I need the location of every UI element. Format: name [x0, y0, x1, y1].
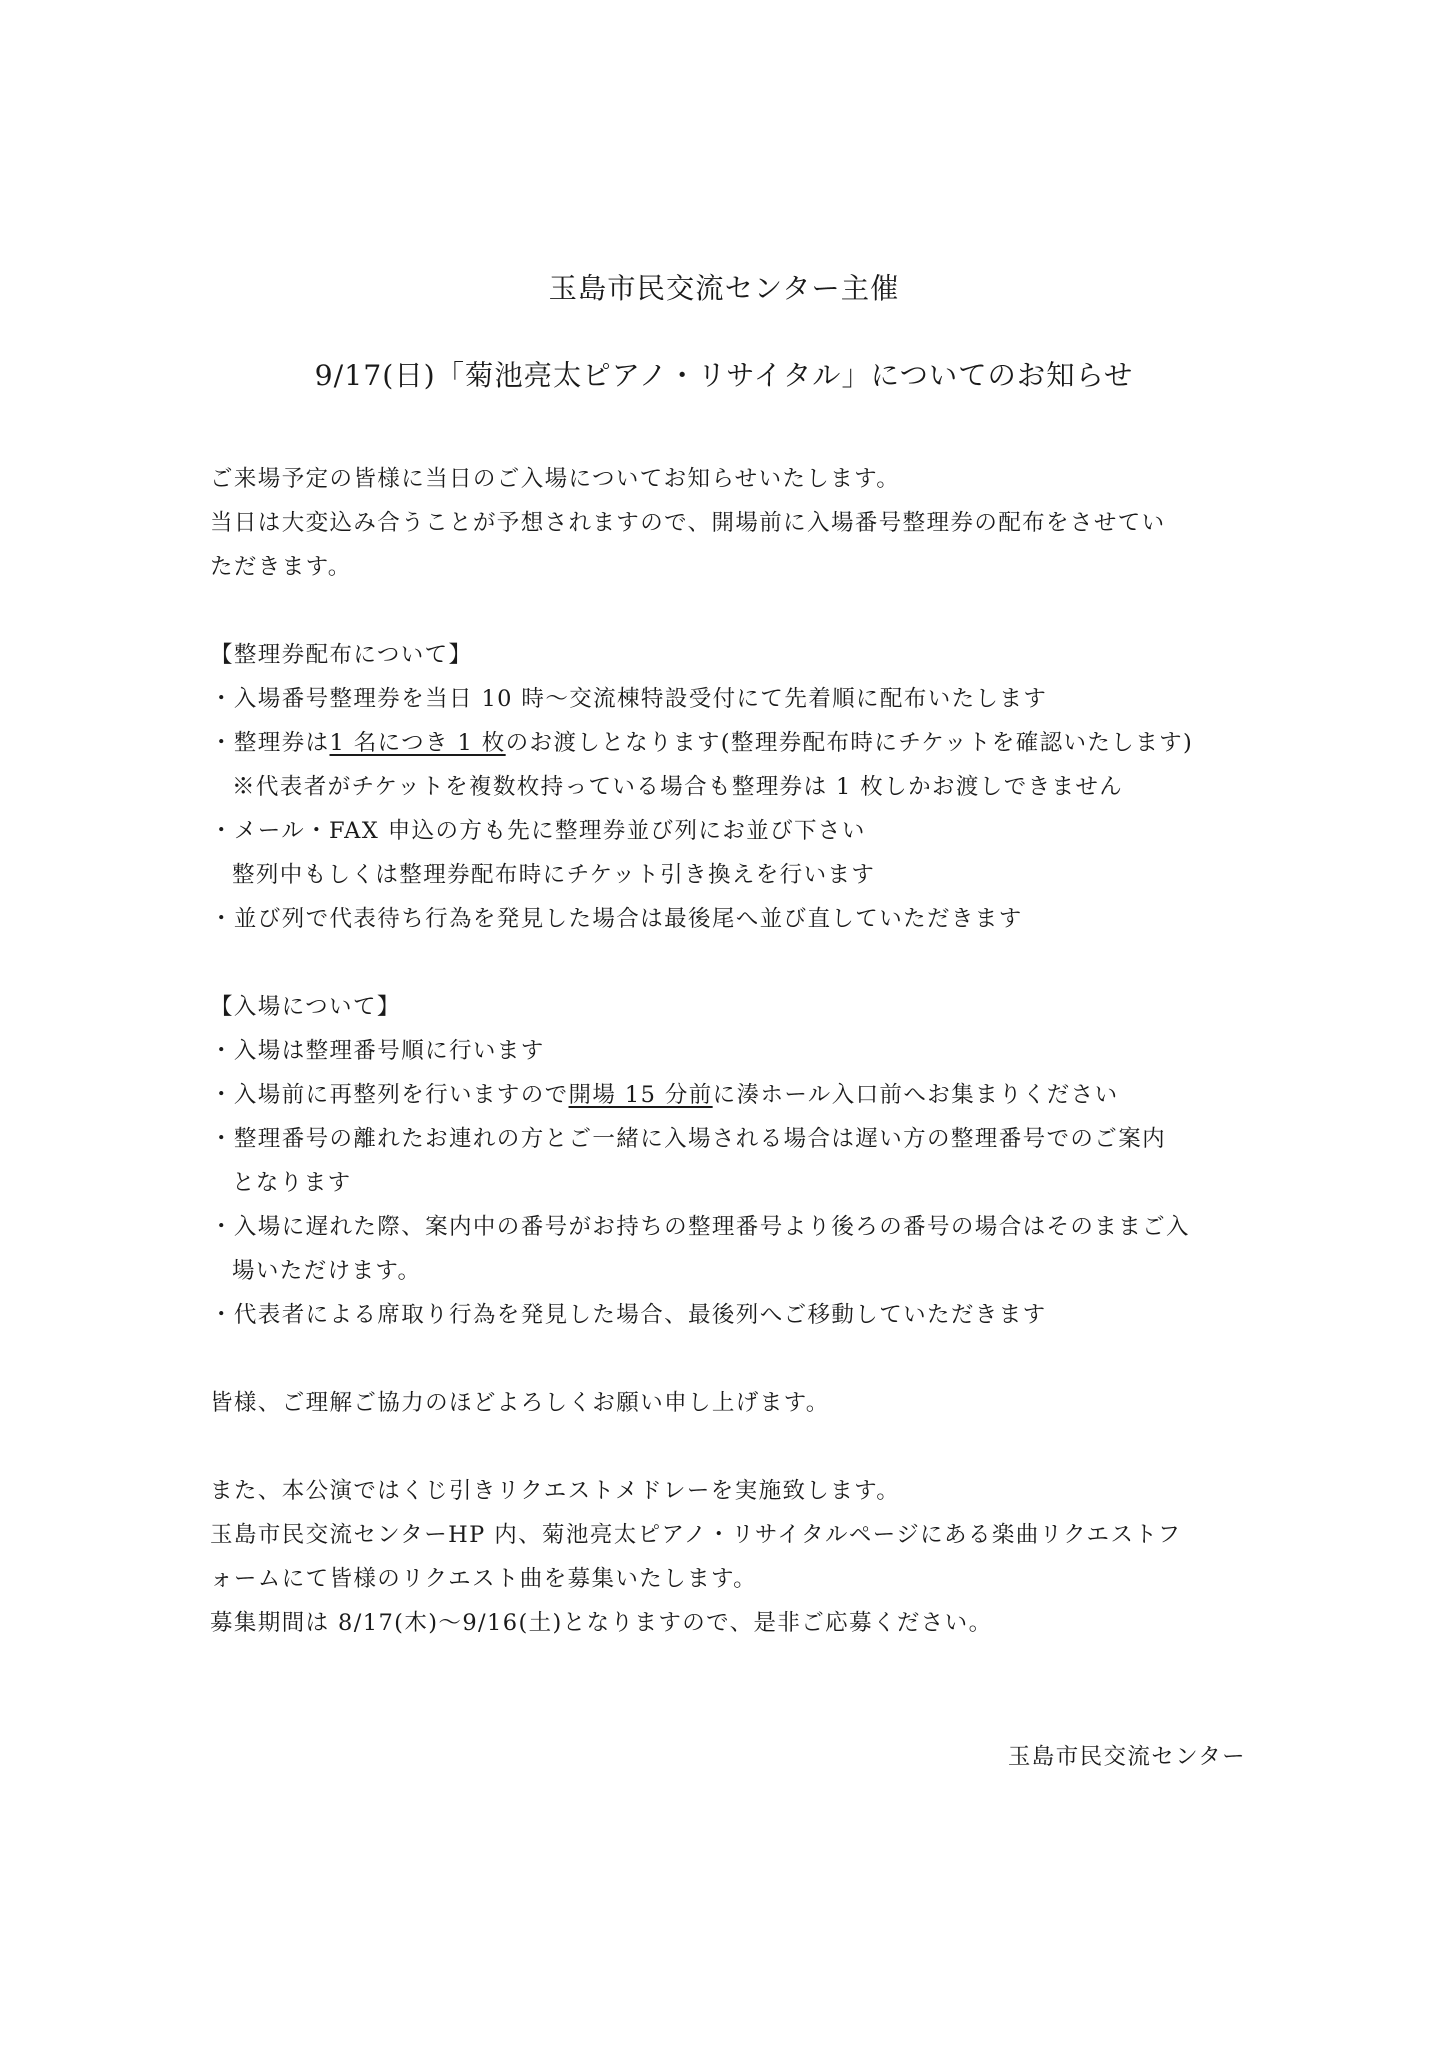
- ticket-item-continuation: 整列中もしくは整理券配布時にチケット引き換えを行います: [232, 862, 876, 888]
- entry-item-continuation: となります: [232, 1170, 352, 1196]
- notice-organizer-title: 玉島市民交流センター主催: [548, 272, 900, 305]
- entry-item-text: ・入場前に再整列を行いますので: [210, 1082, 569, 1108]
- entry-item-underlined: 開場 15 分前: [568, 1082, 713, 1108]
- entry-item: [210, 1080, 1119, 1110]
- ticket-item-text: のお渡しとなります(整理券配布時にチケットを確認いたします): [505, 730, 1194, 756]
- entry-item: ・整理番号の離れたお連れの方とご一緒に入場される場合は遅い方の整理番号でのご案内: [210, 1126, 1167, 1152]
- ticket-item-underlined: 1 名につき 1 枚: [329, 730, 506, 756]
- entry-item: ・入場に遅れた際、案内中の番号がお持ちの整理番号より後ろの番号の場合はそのままご入: [210, 1214, 1190, 1240]
- request-line: 玉島市民交流センターHP 内、菊池亮太ピアノ・リサイタルページにある楽曲リクエストフ: [210, 1522, 1182, 1548]
- entry-item-continuation: 場いただけます。: [232, 1258, 422, 1284]
- signature: 玉島市民交流センター: [1007, 1744, 1246, 1770]
- intro-line: ご来場予定の皆様に当日のご入場についてお知らせいたします。: [210, 466, 901, 492]
- ticket-item-text: ・整理券は: [210, 730, 330, 756]
- request-line: ォームにて皆様のリクエスト曲を募集いたします。: [210, 1566, 758, 1592]
- closing-thanks: 皆様、ご理解ご協力のほどよろしくお願い申し上げます。: [210, 1390, 830, 1416]
- entry-item: ・入場は整理番号順に行います: [210, 1038, 545, 1064]
- notice-event-title: 9/17(日)「菊池亮太ピアノ・リサイタル」についてのお知らせ: [314, 359, 1134, 392]
- entry-section-heading: 【入場について】: [210, 994, 401, 1020]
- request-line: また、本公演ではくじ引きリクエストメドレーを実施致します。: [210, 1478, 901, 1504]
- ticket-item: ・入場番号整理券を当日 10 時〜交流棟特設受付にて先着順に配布いたします: [210, 686, 1048, 712]
- ticket-item: [210, 728, 1193, 758]
- ticket-item: ・並び列で代表待ち行為を発見した場合は最後尾へ並び直していただきます: [210, 906, 1023, 932]
- intro-line: 当日は大変込み合うことが予想されますので、開場前に入場番号整理券の配布をさせてい: [210, 510, 1166, 536]
- ticket-item: ・メール・FAX 申込の方も先に整理券並び列にお並び下さい: [210, 818, 866, 844]
- ticket-item-note: ※代表者がチケットを複数枚持っている場合も整理券は 1 枚しかお渡しできません: [232, 774, 1124, 800]
- request-line: 募集期間は 8/17(木)〜9/16(土)となりますので、是非ご応募ください。: [210, 1610, 993, 1636]
- ticket-section-heading: 【整理券配布について】: [210, 642, 473, 668]
- intro-line: ただきます。: [210, 554, 352, 580]
- entry-item-text: に湊ホール入口前へお集まりください: [712, 1082, 1119, 1108]
- entry-item: ・代表者による席取り行為を発見した場合、最後列へご移動していただきます: [210, 1302, 1047, 1328]
